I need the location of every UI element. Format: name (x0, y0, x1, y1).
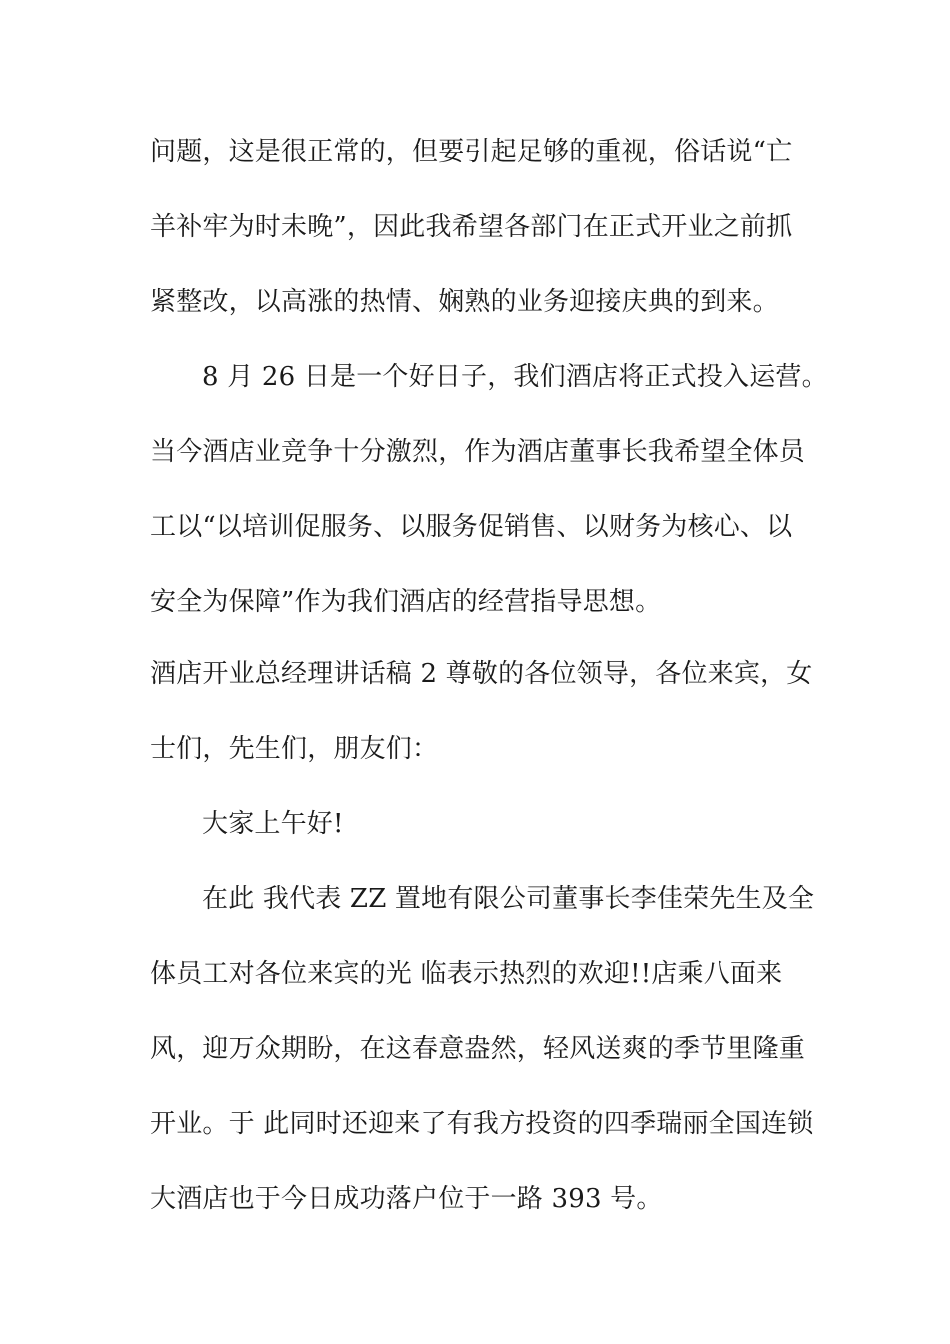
paragraph-line: 风，迎万众期盼，在这春意盎然，轻风送爽的季节里隆重 (150, 1034, 806, 1064)
paragraph-line: 开业。于 此同时还迎来了有我方投资的四季瑞丽全国连锁 (150, 1109, 814, 1139)
paragraph-line: 问题，这是很正常的，但要引起足够的重视，俗话说“亡 (150, 137, 793, 167)
paragraph-line: 羊补牢为时未晚”，因此我希望各部门在正式开业之前抓 (150, 212, 793, 242)
paragraph-line: 安全为保障”作为我们酒店的经营指导思想。 (150, 587, 662, 617)
paragraph-line: 体员工对各位来宾的光 临表示热烈的欢迎!!店乘八面来 (150, 959, 783, 989)
paragraph-line: 工以“以培训促服务、以服务促销售、以财务为核心、以 (150, 512, 793, 542)
paragraph-line: 当今酒店业竞争十分激烈，作为酒店董事长我希望全体员 (150, 437, 806, 467)
paragraph-line: 紧整改，以高涨的热情、娴熟的业务迎接庆典的到来。 (150, 287, 779, 317)
paragraph-line: 酒店开业总经理讲话稿 2 尊敬的各位领导，各位来宾，女 (150, 659, 813, 689)
paragraph-line: 8 月 26 日是一个好日子，我们酒店将正式投入运营。 (202, 362, 828, 392)
paragraph-line: 士们，先生们，朋友们： (150, 734, 439, 764)
paragraph-line: 大家上午好! (202, 809, 344, 839)
paragraph-line: 大酒店也于今日成功落户位于一路 393 号。 (150, 1184, 663, 1214)
paragraph-line: 在此 我代表 ZZ 置地有限公司董事长李佳荣先生及全 (202, 884, 815, 914)
